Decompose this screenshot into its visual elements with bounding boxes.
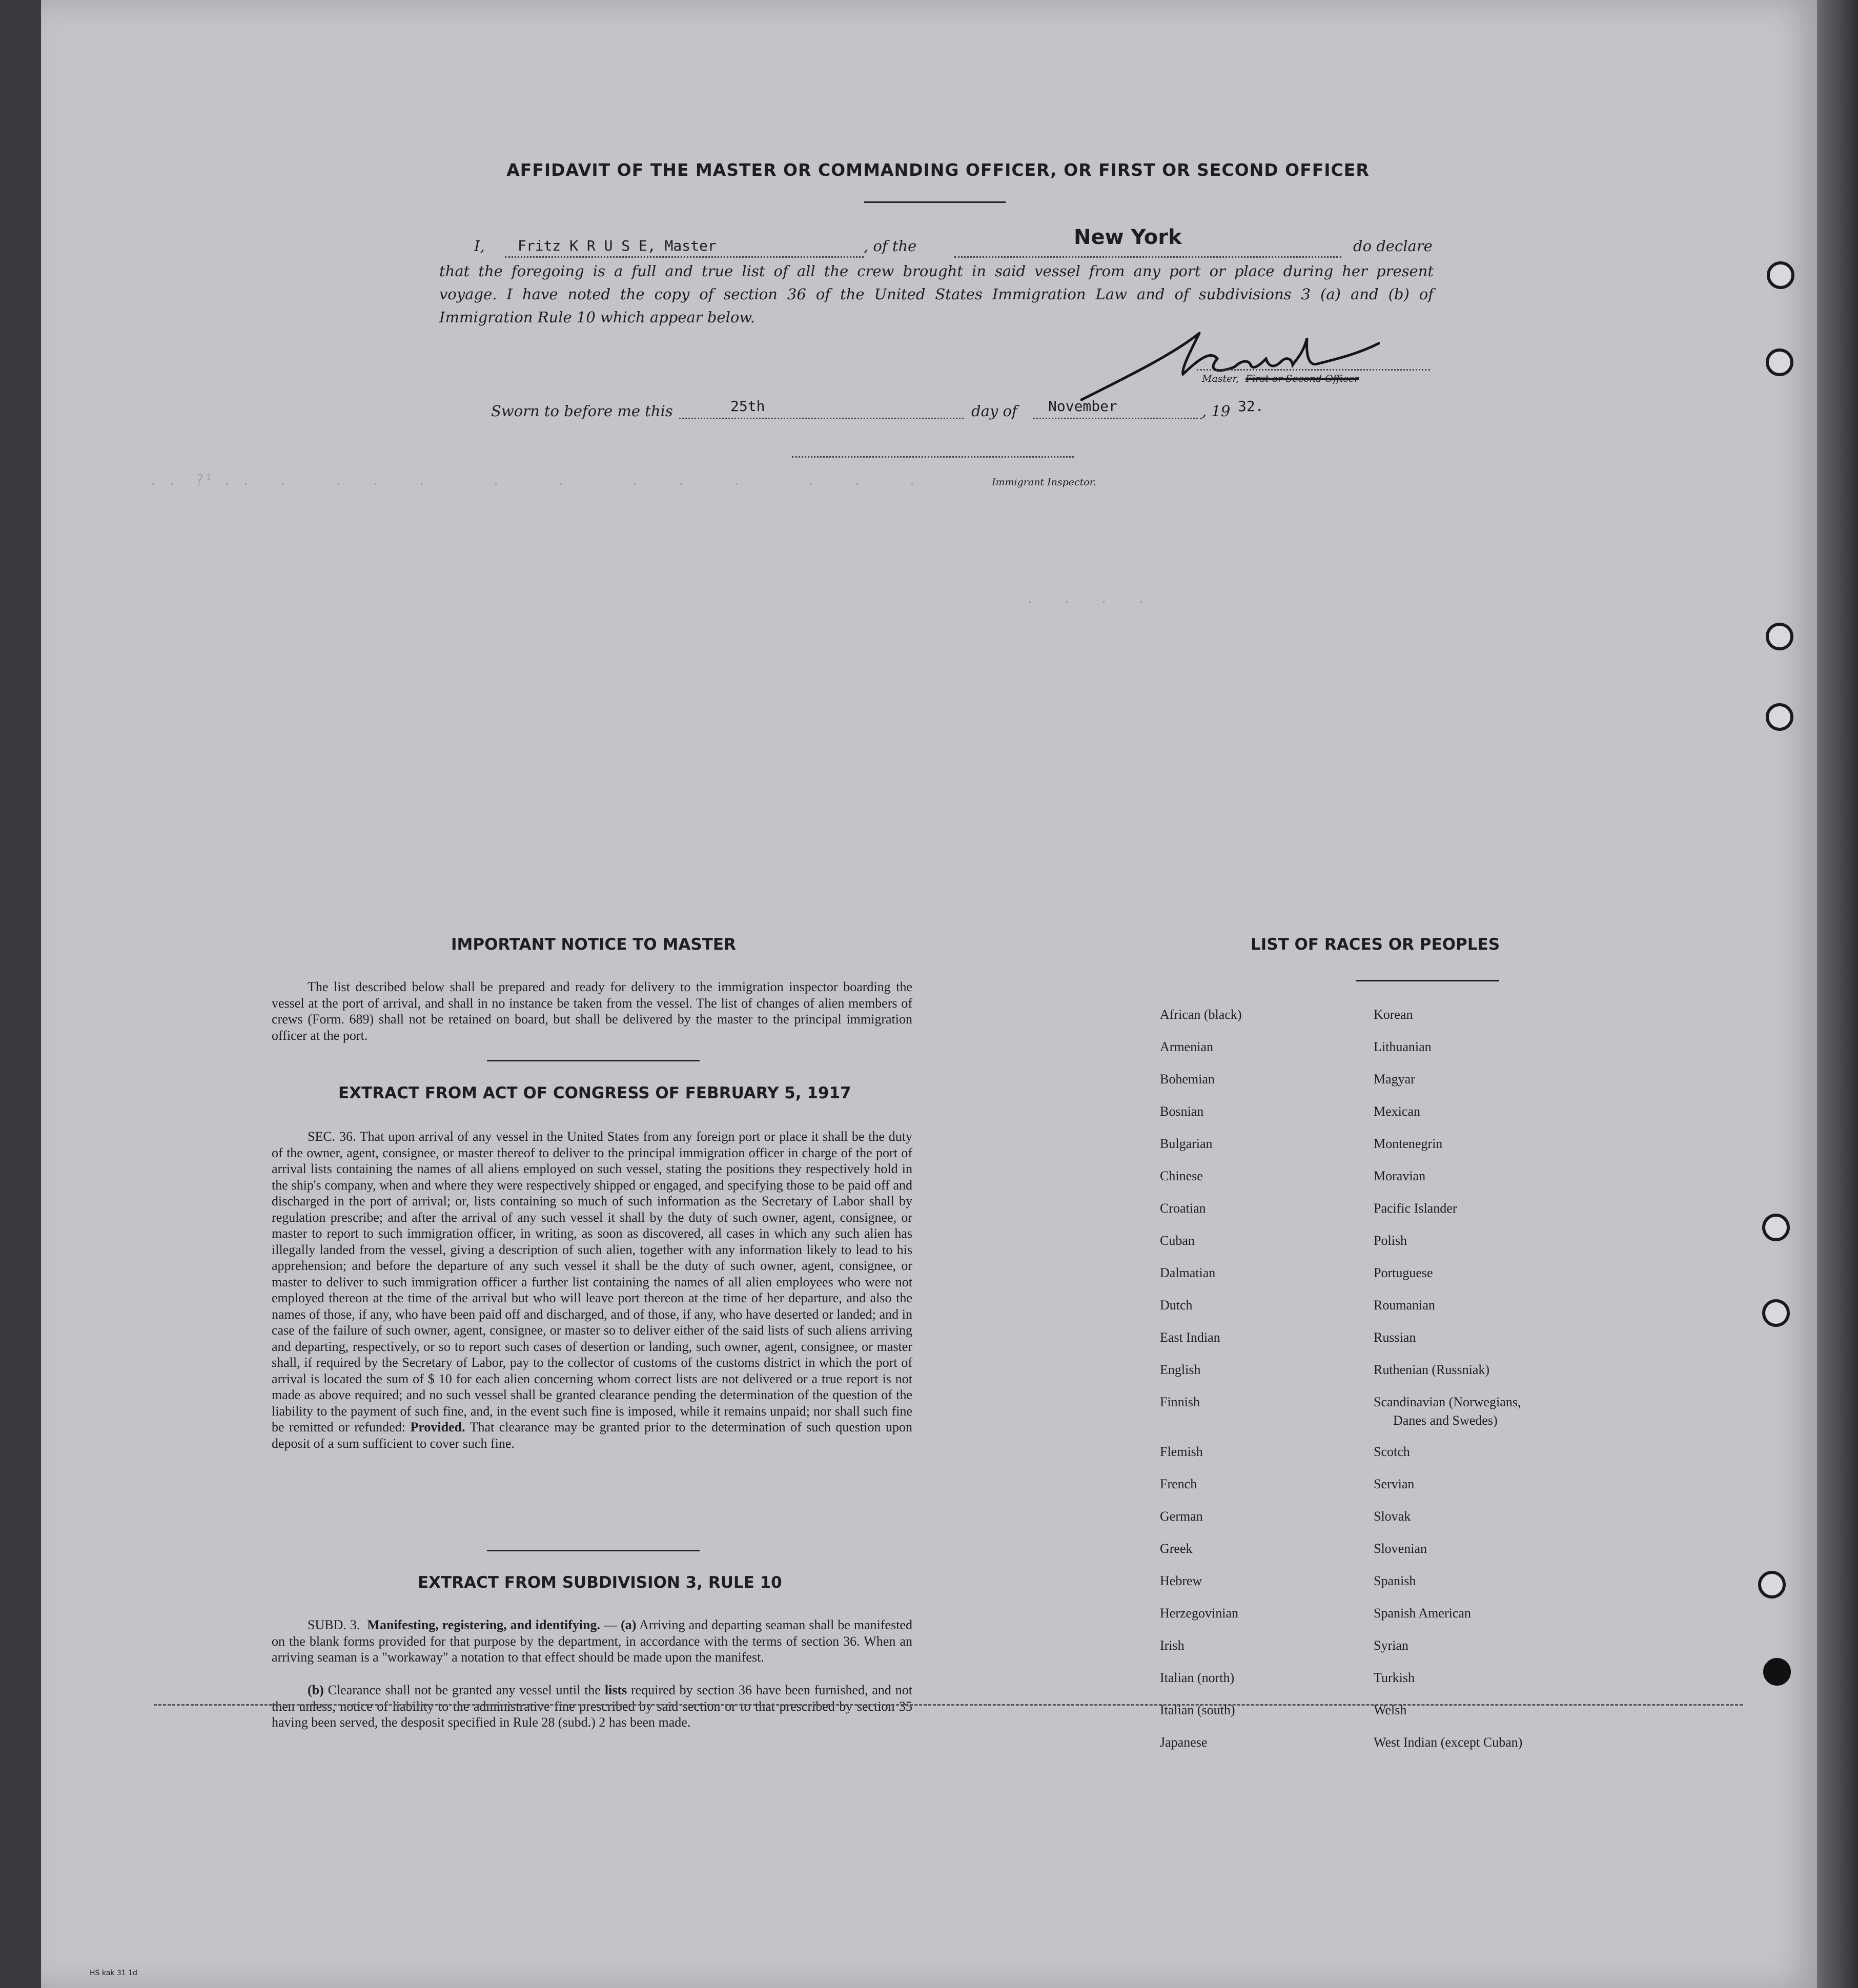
subd-title: Manifesting, registering, and identifying. <box>367 1617 601 1632</box>
race-item: Scandinavian (Norwegians, <box>1374 1395 1521 1409</box>
notice-heading: IMPORTANT NOTICE TO MASTER <box>451 935 736 954</box>
title-divider <box>864 201 1006 203</box>
vessel-field-line <box>954 256 1341 258</box>
races-divider <box>1356 980 1499 981</box>
notice-text: The list described below shall be prepared and ready for delivery to the immigration inspector boarding the vessel at the port of arrival, and shall in no instance be taken from the vessel. The list of changes of alien members of crews (Form. 689) shall not be retained on board, but shall be delivered by the master to the principal immigration officer at the port. <box>272 979 912 1043</box>
race-item: Bosnian <box>1160 1104 1204 1119</box>
clause-b-label: (b) <box>308 1683 324 1697</box>
race-item: Ruthenian (Russniak) <box>1374 1362 1490 1377</box>
act-text <box>272 1129 912 1451</box>
master-signature <box>1071 318 1410 405</box>
race-item: Flemish <box>1160 1444 1203 1459</box>
race-item: Korean <box>1374 1007 1413 1022</box>
bleed-through-text: . . ?¹ . . . . . . . . . . . . . . <box>149 472 917 489</box>
race-item: Italian (south) <box>1160 1703 1235 1717</box>
act-heading: EXTRACT FROM ACT OF CONGRESS OF FEBRUARY 5, 1917 <box>338 1084 851 1102</box>
race-item: Pacific Islander <box>1374 1201 1457 1216</box>
binder-hole <box>1766 623 1793 650</box>
sworn-day: 25th <box>730 398 765 415</box>
sworn-year: 32. <box>1238 398 1264 415</box>
race-item: Slovak <box>1374 1509 1411 1524</box>
affidavit-line-3: voyage. I have noted the copy of section 36 of the United States Immigration Law and of subdivisions 3 (a) and (b) of <box>439 285 1434 303</box>
signature-caption: Master, <box>1202 373 1239 384</box>
struck-officer-text: First or Second Officer <box>1246 373 1359 384</box>
binder-hole <box>1762 1214 1790 1241</box>
act-text-after: That clearance may be granted prior to the determination of such question upon deposit of a sum sufficient to cover such fine. <box>272 1420 912 1451</box>
race-item: Japanese <box>1160 1735 1208 1750</box>
race-item: Turkish <box>1374 1670 1415 1685</box>
subd-label: SUBD. 3. <box>308 1617 360 1632</box>
rule-text-b <box>272 1682 912 1731</box>
race-item: Irish <box>1160 1638 1185 1653</box>
clause-b-text-2: required by section 36 have been furnished, and not then unless, notice of liability to the administrative fine prescribed by said section or to that prescribed by section 35 having been served, the desposit specified in Rule 28 (subd.) 2 has been made. <box>272 1683 913 1730</box>
race-item: Syrian <box>1374 1638 1408 1653</box>
race-item: Servian <box>1374 1477 1415 1491</box>
affidavit-i: I, <box>474 237 485 255</box>
clause-a-text: Arriving and departing seaman shall be manifested on the blank forms provided for that purpose by the department, in accordance with the terms of section 36. When an arriving seaman is a "workaway" a notation to that effect should be made upon the manifest. <box>272 1617 912 1665</box>
master-name: Fritz K R U S E, Master <box>518 237 717 254</box>
binder-hole <box>1758 1571 1786 1598</box>
affidavit-of-the: , of the <box>864 237 917 255</box>
race-item: Finnish <box>1160 1395 1200 1409</box>
sheet-edge <box>1817 0 1858 1988</box>
clause-a-label: (a) <box>621 1617 637 1632</box>
inspector-line <box>792 456 1074 458</box>
race-item: French <box>1160 1477 1197 1491</box>
race-item: Danes and Swedes) <box>1393 1413 1498 1428</box>
fold-line <box>154 1704 1743 1706</box>
race-item: Russian <box>1374 1330 1416 1345</box>
race-item: Moravian <box>1374 1169 1426 1183</box>
bleed-through-text: . . . . <box>1025 589 1146 607</box>
inspector-caption: Immigrant Inspector. <box>992 477 1096 488</box>
sworn-label: Sworn to before me this <box>491 402 673 420</box>
rule-text-a <box>272 1617 912 1666</box>
race-item: Hebrew <box>1160 1573 1202 1588</box>
race-item: Montenegrin <box>1374 1136 1443 1151</box>
race-item: Herzegovinian <box>1160 1606 1239 1621</box>
section-divider <box>487 1550 700 1551</box>
race-item: Greek <box>1160 1541 1193 1556</box>
affidavit-line-4: Immigration Rule 10 which appear below. <box>439 309 755 326</box>
race-item: Polish <box>1374 1233 1407 1248</box>
race-item: German <box>1160 1509 1203 1524</box>
race-item: Croatian <box>1160 1201 1206 1216</box>
sworn-day-of: day of <box>971 402 1017 420</box>
binder-hole <box>1766 703 1793 731</box>
race-item: Italian (north) <box>1160 1670 1235 1685</box>
day-field-line <box>679 418 964 419</box>
race-item: Slovenian <box>1374 1541 1427 1556</box>
signature-line <box>1197 369 1430 371</box>
binder-hole <box>1762 1299 1790 1327</box>
race-item: English <box>1160 1362 1201 1377</box>
sworn-month: November <box>1048 398 1117 415</box>
affidavit-declare: do declare <box>1353 237 1433 255</box>
binder-hole <box>1767 261 1794 289</box>
race-item: Bulgarian <box>1160 1136 1213 1151</box>
race-item: West Indian (except Cuban) <box>1374 1735 1523 1750</box>
name-field-line <box>505 256 864 258</box>
race-item: East Indian <box>1160 1330 1220 1345</box>
race-item: Magyar <box>1374 1072 1415 1087</box>
race-item: Lithuanian <box>1374 1039 1432 1054</box>
race-item: Armenian <box>1160 1039 1213 1054</box>
race-item: Mexican <box>1374 1104 1420 1119</box>
race-item: Roumanian <box>1374 1298 1435 1313</box>
binder-hole <box>1763 1658 1791 1686</box>
subd-dash: — <box>600 1617 621 1632</box>
act-text-main: SEC. 36. That upon arrival of any vessel in the United States from any foreign port or place it shall be the duty of the owner, agent, consignee, or master thereof to deliver to the principal immigration officer in charge of the port of arrival lists containing the names of all aliens employed on such vessel, stating the positions they respectively hold in the ship's company, when and where they were respectively shipped or engaged, and specifying those to be paid off and discharged in the port of arrival; or, lists containing so much of such information as the Secretary of Labor shall by regulation prescribe; and after the arrival of any such vessel it shall by the duty of such owner, agent, consignee, or master to report to such immigration officer, in writing, as soon as discovered, all cases in which any such alien has illegally landed from the vessel, giving a description of such alien, together with any information likely to lead to his apprehension; and before the departure of any such vessel it shall be the duty of such owner, agent, consignee, or master to deliver to such immigration officer a further list containing the names of all alien employees who were not employed thereon at the time of the arrival but who will leave port thereon at the time of her departure, and also the names of those, if any, who have been paid off and discharged, and of those, if any, who have deserted or landed; and in case of the failure of such owner, agent, consignee, or master so to deliver either of the said lists of such aliens arriving and departing, respectively, or so to report such cases of desertion or landing, such owner, agent, consignee, or master shall, if required by the Secretary of Labor, pay to the collector of customs of the customs district in which the port of arrival is located the sum of $ 10 for each alien concerning whom correct lists are not delivered or a true report is not made as above required; and no such vessel shall be granted clearance pending the determination of the question of the liability to the payment of such fine, and, in the event such fine is imposed, while it remains unpaid; nor shall such fine be remitted or refunded: <box>272 1129 912 1434</box>
sworn-year-prefix: , 19 <box>1202 402 1231 420</box>
affidavit-line-2: that the foregoing is a full and true list of all the crew brought in said vessel from any port or place during her present <box>439 262 1434 280</box>
clause-b-bold: lists <box>604 1683 627 1697</box>
race-item: Cuban <box>1160 1233 1195 1248</box>
race-item: Spanish <box>1374 1573 1416 1588</box>
act-provided: Provided. <box>410 1420 465 1434</box>
race-item: Chinese <box>1160 1169 1203 1183</box>
vessel-name: New York <box>1074 226 1182 249</box>
races-heading: LIST OF RACES OR PEOPLES <box>1251 935 1500 954</box>
binder-hole <box>1766 349 1793 376</box>
race-item: Scotch <box>1374 1444 1410 1459</box>
month-field-line <box>1033 418 1202 419</box>
race-item: Spanish American <box>1374 1606 1471 1621</box>
rule-heading: EXTRACT FROM SUBDIVISION 3, RULE 10 <box>418 1573 782 1592</box>
page-title: AFFIDAVIT OF THE MASTER OR COMMANDING OFFICER, OR FIRST OR SECOND OFFICER <box>506 160 1370 180</box>
race-item: Welsh <box>1374 1703 1407 1717</box>
race-item: Dalmatian <box>1160 1265 1216 1280</box>
race-item: Portuguese <box>1374 1265 1433 1280</box>
clause-b-text-1: Clearance shall not be granted any vessel until the <box>328 1683 601 1697</box>
race-item: Dutch <box>1160 1298 1193 1313</box>
race-item: African (black) <box>1160 1007 1242 1022</box>
section-divider <box>487 1060 700 1061</box>
race-item: Bohemian <box>1160 1072 1215 1087</box>
footer-stamp: HS kak 31 1d <box>90 1969 137 1977</box>
